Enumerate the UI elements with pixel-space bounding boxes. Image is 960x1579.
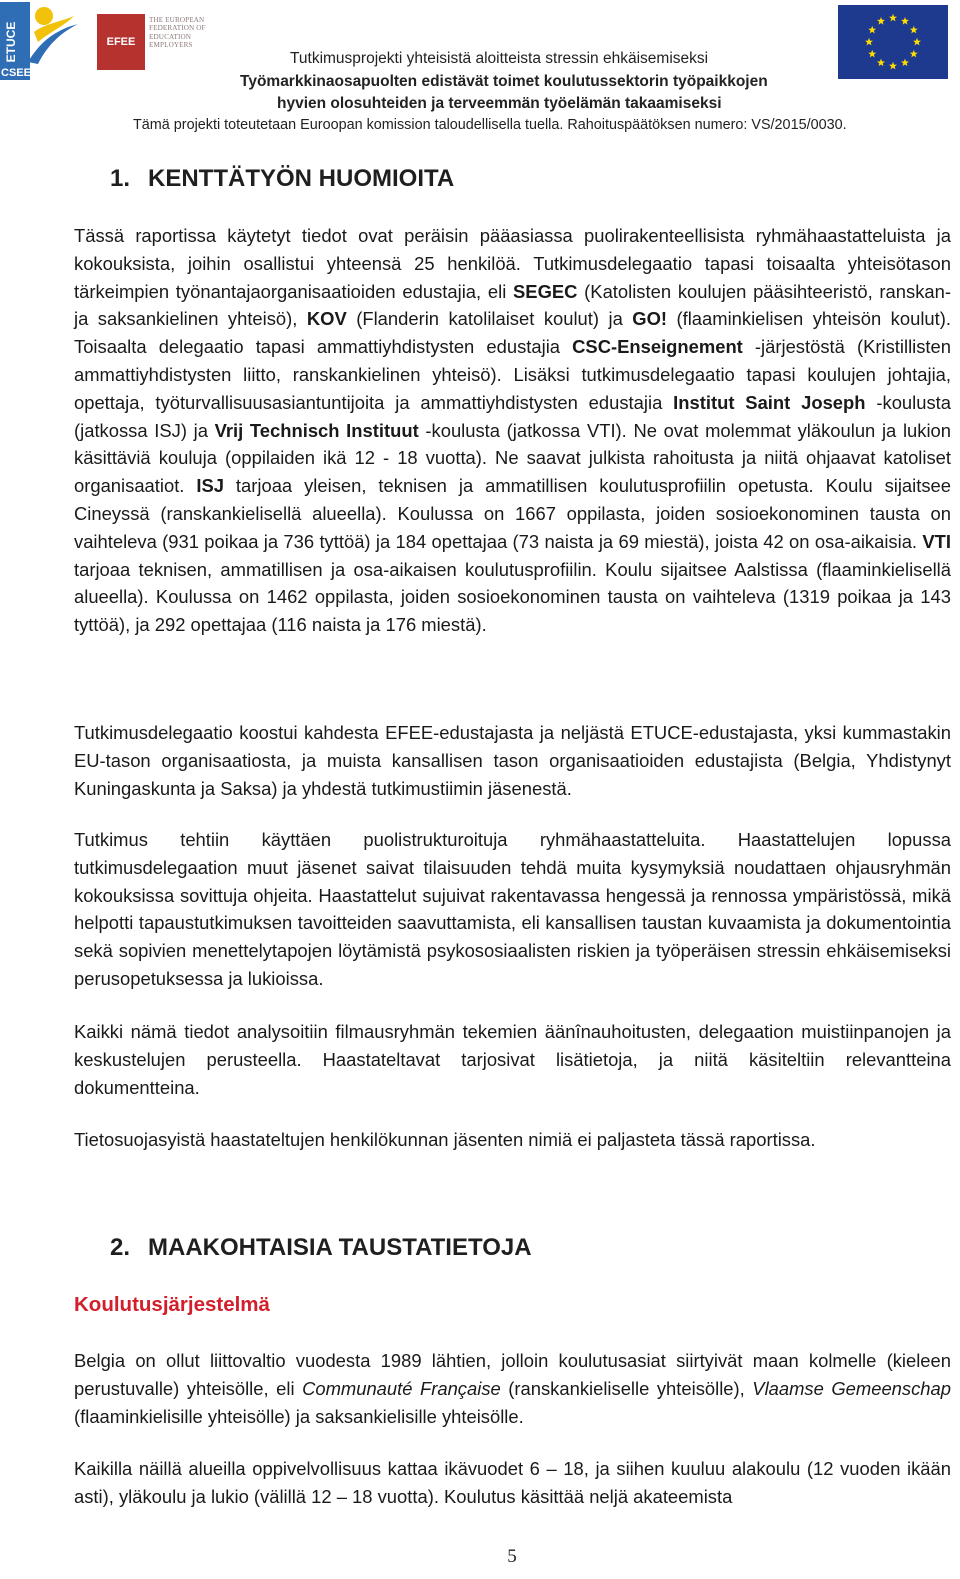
text-run: (flaaminkielisille yhteisölle) ja saksankielisille yhteisölle. <box>74 1405 524 1427</box>
subsection-heading-education-system: Koulutusjärjestelmä <box>74 1293 270 1316</box>
text-run: -koulusta (jatkossa VTI). Ne ovat molemmat yläkoulun ja lukion käsittäviä kouluja (oppilaiden ikä 12 - 18 vuotta). Ne saavat julkista rahoitusta ja niitä ohjaavat katoliset organisaatiot. <box>74 419 951 497</box>
header-funding-note: Tämä projekti toteutetaan Euroopan komission taloudellisella tuella. Rahoituspäätöksen numero: VS/2015/0030. <box>133 117 847 133</box>
text-run: (Katolisten koulujen pääsihteeristö, ranskan- ja saksankielinen yhteisö), <box>74 280 951 330</box>
etuce-logo-text: ETUCE <box>4 21 18 63</box>
section-2-paragraph-1 <box>74 1347 951 1430</box>
bold-text: ISJ <box>196 475 224 497</box>
bold-text: VTI <box>922 530 951 552</box>
csee-logo-text: CSEE <box>1 67 31 79</box>
text-run: (ranskankieliselle yhteisölle), <box>500 1377 753 1399</box>
header-project-title: Tutkimusprojekti yhteisistä aloitteista stressin ehkäisemiseksi <box>290 50 709 67</box>
bold-text: GO! <box>632 308 668 330</box>
section-2-number: 2. <box>110 1234 131 1261</box>
efee-logo-abbr: EFEE <box>97 14 145 70</box>
section-1-paragraph-3: Tutkimus tehtiin käyttäen puolistrukturoituja ryhmähaastatteluita. Haastattelujen lopussa tutkimusdelegaation muut jäsenet saivat tilaisuuden tehdä muita kysymyksiä noudattaen ohjausryhmän kokouksissa sovittuja ohjeita. Haastattelut sujuivat rakentavassa hengessä ja rennossa ympäristössä, mikä helpotti tapaustutkimuksen tavoitteiden saavuttamista, eli kansallisen taustan kuvaamista ja dokumentointia sekä sopivien menettelytapojen löytämistä psykososiaalisten riskien ja työperäisen stressin ehkäisemiseksi perusopetuksessa ja lukioissa. <box>74 829 951 989</box>
text-run: (Flanderin katolilaiset koulut) ja <box>346 308 633 330</box>
page-number: 5 <box>507 1546 517 1567</box>
eu-flag-icon <box>838 5 948 79</box>
bold-text: SEGEC <box>513 280 578 302</box>
section-1-paragraph-1 <box>74 222 951 639</box>
section-1-paragraph-5: Tietosuojasyistä haastateltujen henkilökunnan jäsenten nimiä ei paljasteta tässä raportissa. <box>74 1129 816 1150</box>
header-subtitle-line2: hyvien olosuhteiden ja terveemmän työelämän takaamiseksi <box>277 95 722 112</box>
efee-logo-fullname: THE EUROPEAN FEDERATION OF EDUCATION EMPLOYERS <box>149 16 206 50</box>
bold-text: Vrij Technisch Instituut <box>214 419 419 441</box>
text-run: (flaaminkielisen yhteisön koulut). Toisaalta delegaatio tapasi ammattiyhdistysten edustajia <box>74 308 951 358</box>
text-run: tarjoaa yleisen, teknisen ja ammatillisen koulutusprofiilin opetusta. Koulu sijaitsee Cineyssä (ranskankielisellä alueella). Koulussa on 1667 oppilasta, joiden sosioekonominen tausta on vaihteleva (931 poikaa ja 736 tyttöä) ja 184 opettajaa (73 naista ja 69 miestä), joista 42 on osa-aikaisia. <box>74 475 952 552</box>
etuce-logo-icon <box>0 2 82 80</box>
italic-text: Communauté Française <box>302 1377 501 1399</box>
bold-text: Institut Saint Joseph <box>673 391 866 413</box>
text-run: tarjoaa teknisen, ammatillisen ja osa-aikaisen koulutusprofiilin. Koulu sijaitsee Aalstissa (flaaminkielisellä alueella). Koulussa on 1462 oppilasta, joiden sosioekonominen tausta on vaihteleva (1319 poikaa ja 143 tyttöä), ja 292 opettajaa (116 naista ja 176 miestä). <box>74 558 951 636</box>
text-run: Tässä raportissa käytetyt tiedot ovat peräisin pääasiassa puolirakenteellisista ryhmähaastatteluista ja kokouksista, joihin osallistui yhteensä 25 henkilöä. Tutkimusdelegaatio tapasi toisaalta yhteisötason tärkeimpien työnantajaorganisaatioiden edustajia, eli <box>74 225 951 302</box>
page-header <box>0 0 960 140</box>
section-2-title: MAAKOHTAISIA TAUSTATIETOJA <box>148 1234 532 1261</box>
section-2-heading <box>110 1234 532 1262</box>
bold-text: CSC-Enseignement <box>572 336 743 358</box>
section-1-title: KENTTÄTYÖN HUOMIOITA <box>148 165 455 192</box>
section-1-heading <box>110 165 454 193</box>
section-2-paragraph-2: Kaikilla näillä alueilla oppivelvollisuus kattaa ikävuodet 6 – 18, ja siihen kuuluu alakoulu (12 vuoden ikään asti), yläkoulu ja lukio (välillä 12 – 18 vuotta). Koulutus käsittää neljä akateemista <box>74 1458 951 1507</box>
section-1-number: 1. <box>110 165 131 192</box>
section-1-paragraph-2: Tutkimusdelegaatio koostui kahdesta EFEE-edustajasta ja neljästä ETUCE-edustajasta, yksi kummastakin EU-tason organisaatiosta, ja muista kansallisen tason organisaatioiden edustajista (Belgia, Yhdistynyt Kuningaskunta ja Saksa) ja yhdestä tutkimustiimin jäsenestä. <box>74 722 951 799</box>
header-subtitle-line1: Työmarkkinaosapuolten edistävät toimet koulutussektorin työpaikkojen <box>240 73 768 90</box>
text-run: Belgia on ollut liittovaltio vuodesta 1989 lähtien, jolloin koulutusasiat siirtyivät maan kolmelle (kieleen perustuvalle) yhteisölle, eli <box>74 1350 951 1399</box>
italic-text: Vlaamse Gemeenschap <box>752 1377 951 1399</box>
text-run: -järjestöstä (Kristillisten ammattiyhdistysten liitto, ranskankielinen yhteisö). Lisäksi tutkimusdelegaatio tapasi koulujen johtajia, opettaja, työturvallisuusasiantuntijoita ja ammattiyhdistysten edustajia <box>74 336 952 413</box>
section-1-paragraph-4: Kaikki nämä tiedot analysoitiin filmausryhmän tekemien äänînauhoitusten, delegaation muistiinpanojen ja keskustelujen perusteella. Haastateltavat tarjosivat lisätietoja, ja niitä käsiteltiin relevantteina dokumentteina. <box>74 1021 951 1098</box>
efee-logo <box>97 14 222 70</box>
text-run: -koulusta (jatkossa ISJ) ja <box>74 391 951 441</box>
bold-text: KOV <box>306 308 347 330</box>
